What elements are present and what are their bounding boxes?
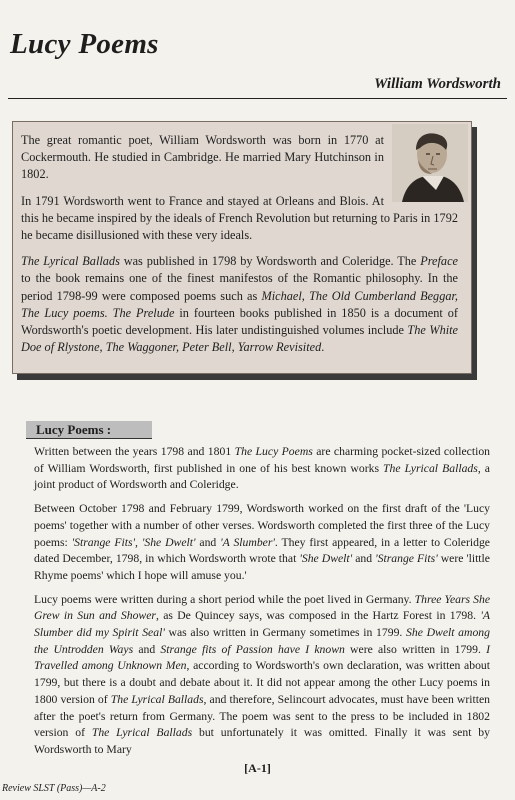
page-footer: Review SLST (Pass)—A-2 [2,783,106,794]
page-title: Lucy Poems [10,28,159,60]
bio-paragraph-2: In 1791 Wordsworth went to France and stayed at Orleans and Blois. At this he became inspired by the ideals of French Revolution but returning to Paris in 1792 he became disillusioned with these very ideals. [21,193,458,243]
body-paragraph-2: Between October 1798 and February 1799, Wordsworth worked on the first draft of the 'Lucy poems' together with a number of other verses. Wordsworth completed the first three of the Lucy poems: 'Strange Fits', 'She Dwelt' and 'A Slumber'. They first appeared, in a letter to Coleridge dated December, 1798, in which Wordsworth wrote that 'She Dwelt' and 'Strange Fits' were 'little Rhyme poems' which I hope will amuse you.' [34,502,490,582]
section-heading: Lucy Poems : [26,421,152,439]
body-paragraph-3: Lucy poems were written during a short period while the poet lived in Germany. Three Years She Grew in Sun and Shower, as De Quincey says, was composed in the Hartz Forest in 1798. 'A Slumber did my Spirit Seal' was also written in Germany sometimes in 1799. She Dwelt among the Untrodden Ways and Strange fits of Passion have I known were also written in 1799. I Travelled among Unknown Men, according to Wordsworth's own declaration, was written about 1799, but there is a doubt and debate about it. It did not appear among the other Lucy poems in 1800 version of The Lyrical Ballads, and therefore, Selincourt advocates, must have been written after the poet's return from Germany. The poem was sent to the press to be included in 1802 version of The Lyrical Ballads but unfortunately it was omitted. Finally it was sent by Wordsworth to Mary [34,592,491,756]
page-number: [A-1] [244,761,271,775]
poet-portrait [392,124,468,202]
author-name: William Wordsworth [374,76,501,92]
body-paragraph-1: Written between the years 1798 and 1801 The Lucy Poems are charming pocket-sized collection of William Wordsworth, first published in one of his best known works The Lyrical Ballads, a joint product of Wordsworth and Coleridge. [34,445,491,492]
bio-paragraph-1: The great romantic poet, William Wordsworth was born in 1770 at Cockermouth. He studied in Cambridge. He married Mary Hutchinson in 1802. [21,133,384,182]
bio-paragraph-3: The Lyrical Ballads was published in 1798 by Wordsworth and Coleridge. The Preface to the book remains one of the finest manifestos of the Romantic philosophy. In the period 1798-99 were composed poems such as Michael, The Old Cumberland Beggar, The Lucy poems. The Prelude in fourteen books published in 1850 is a document of Wordsworth's poetic development. His later undistinguished volumes include The White Doe of Rlystone, The Waggoner, Peter Bell, Yarrow Revisited. [21,254,459,355]
biography-box [12,121,472,374]
section-body [34,444,490,766]
header-rule [8,98,507,99]
